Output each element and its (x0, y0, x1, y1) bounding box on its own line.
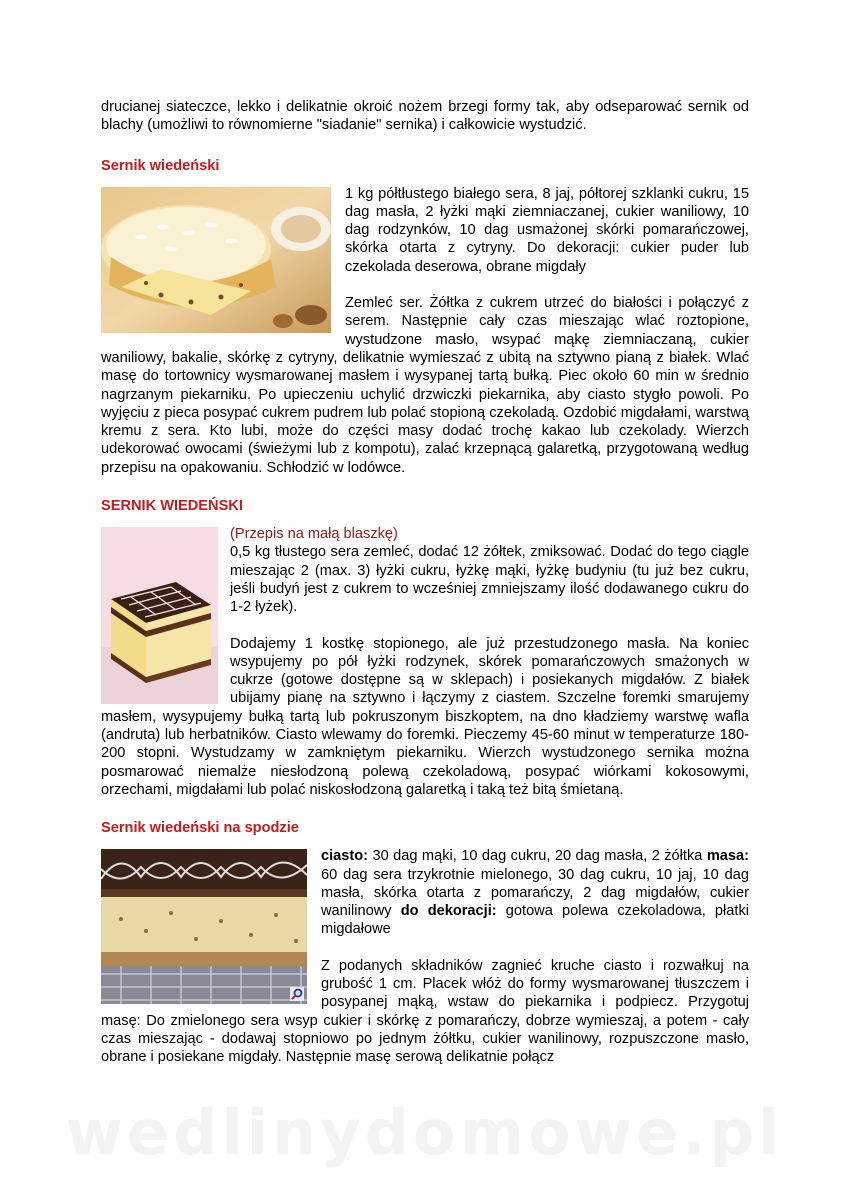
recipe-method: Zemleć ser. Żółtka z cukrem utrzeć do białości i połączyć z serem. Następnie cały czas mieszając wlać roztopione, wystudzone masło, wsypać mąkę ziemniaczaną, cukier waniliowy, bakalie, skórkę z cytryny, delikatnie wymieszać z ubitą na sztywno pianą z białek. Wlać masę do tortownicy wysmarowanej masłem i wysypanej tartą bułką. Piec około 60 min w średnio nagrzanym piekarniku. Po upieczeniu uchylić drzwiczki piekarnika, aby ciasto stygło powoli. Po wyjęciu z pieca posypać cukrem pudrem lub polać stopioną czekoladą. Ozdobić migdałami, warstwą kremu z sera. Kto lubi, może do części masy dodać trochę kakao lub czekolady. Wierzch udekorować owocami (świeżymi lub z kompotu), zalać krzepnącą galaretką, przygotowaną według przepisu na opakowaniu. Schłodzić w lodówce. (101, 295, 749, 476)
ciasto-text: 30 dag mąki, 10 dag cukru, 20 dag masła, 2 żółtka (368, 848, 707, 865)
recipe-sernik-wiedenski (101, 157, 749, 477)
document-page (101, 98, 749, 1086)
cheesecake-photo (101, 187, 331, 333)
recipe-title: Sernik wiedeński na spodzie (101, 820, 299, 837)
cheesecake-tray-photo (101, 849, 307, 1004)
recipe-title: SERNIK WIEDEŃSKI (101, 498, 243, 515)
recipe-title: Sernik wiedeński (101, 157, 220, 174)
watermark: wedlinydomowe.pl (65, 1096, 784, 1169)
recipe-paragraph-2: Dodajemy 1 kostkę stopionego, ale już przestudzonego masła. Na koniec wsypujemy po pół łyżki rodzynek, skórek pomarańczowych smażonych w cukrze (gotowe dostępne są w sklepach) i posiekanych migdałów. Z białek ubijamy pianę na sztywno i łączymy z ciastem. Szczelne foremki smarujemy masłem, wysypujemy bułką tartą lub pokruszonym biszkoptem, na dno kładziemy warstwę wafla (andruta) lub herbatników. Ciasto wlewamy do foremki. Pieczemy 45-60 minut w temperaturze 180-200 stopni. Wystudzamy w zamkniętym piekarniku. Wierzch wystudzonego sernika można posmarować niemalże niesłodzoną polewą czekoladową, posypać wiórkami kokosowymi, orzechami, migdałami lub polać niskosłodzoną galaretką i taką też bitą śmietaną. (101, 635, 749, 798)
masa-label: masa: (706, 848, 749, 865)
dekoracja-label: do dekoracji: (400, 903, 497, 920)
recipe-sernik-wiedenski-upper (101, 497, 749, 799)
recipe-method: Z podanych składników zagnieć kruche ciasto i rozwałkuj na grubość 1 cm. Placek włóż do formy wysmarowanej tłuszczem i posypanej mąką, wstaw do piekarnika i podpiecz. Przygotuj masę: Do zmielonego sera wsyp cukier i skórkę z pomarańczy, dobrze wymieszaj, a potem - cały czas mieszając - dodawaj stopniowo po jednym żółtku, cukier wanilinowy, rozpuszczone masło, obrane i posiekane migdały. Następnie masę serową delikatnie połącz (101, 957, 749, 1066)
magnifier-icon[interactable] (290, 987, 304, 1001)
ciasto-label: ciasto: (321, 848, 369, 865)
masa-text: 60 dag sera trzykrotnie mielonego, 30 dag cukru, 10 jaj, 10 dag masła, skórka otarta z pomarańczy, 2 dag migdałów, cukier wanilinowy (321, 866, 749, 920)
intro-paragraph: drucianej siateczce, lekko i delikatnie okroić nożem brzegi formy tak, aby odseparować sernik od blachy (umożliwi to równomierne "siadanie" sernika) i całkowicie wystudzić. (101, 99, 749, 134)
recipe-ingredients: 1 kg półtłustego białego sera, 8 jaj, półtorej szklanki cukru, 15 dag masła, 2 łyżki mąki ziemniaczanej, cukier waniliowy, 10 dag rodzynków, 10 dag usmażonej skórki pomarańczowej, skórka otarta z cytryny. Do dekoracji: cukier puder lub czekolada deserowa, obrane migdały (345, 185, 749, 275)
recipe-paragraph-1: 0,5 kg tłustego sera zemleć, dodać 12 żółtek, zmiksować. Dodać do tego ciągle mieszając 2 (max. 3) łyżki cukru, łyżkę mąki, łyżkę budyniu (tu już bez cukru, jeśli budyń jest z cukrem to wcześniej zmniejszamy ilość dodawanego cukru do 1-2 łyżek). (230, 544, 749, 616)
recipe-subtitle: (Przepis na małą blaszkę) (230, 526, 398, 543)
cheesecake-slice-photo (101, 527, 218, 704)
recipe-sernik-na-spodzie (101, 819, 749, 1066)
dekoracja-text: gotowa polewa czekoladowa, płatki migdałowe (321, 903, 750, 938)
